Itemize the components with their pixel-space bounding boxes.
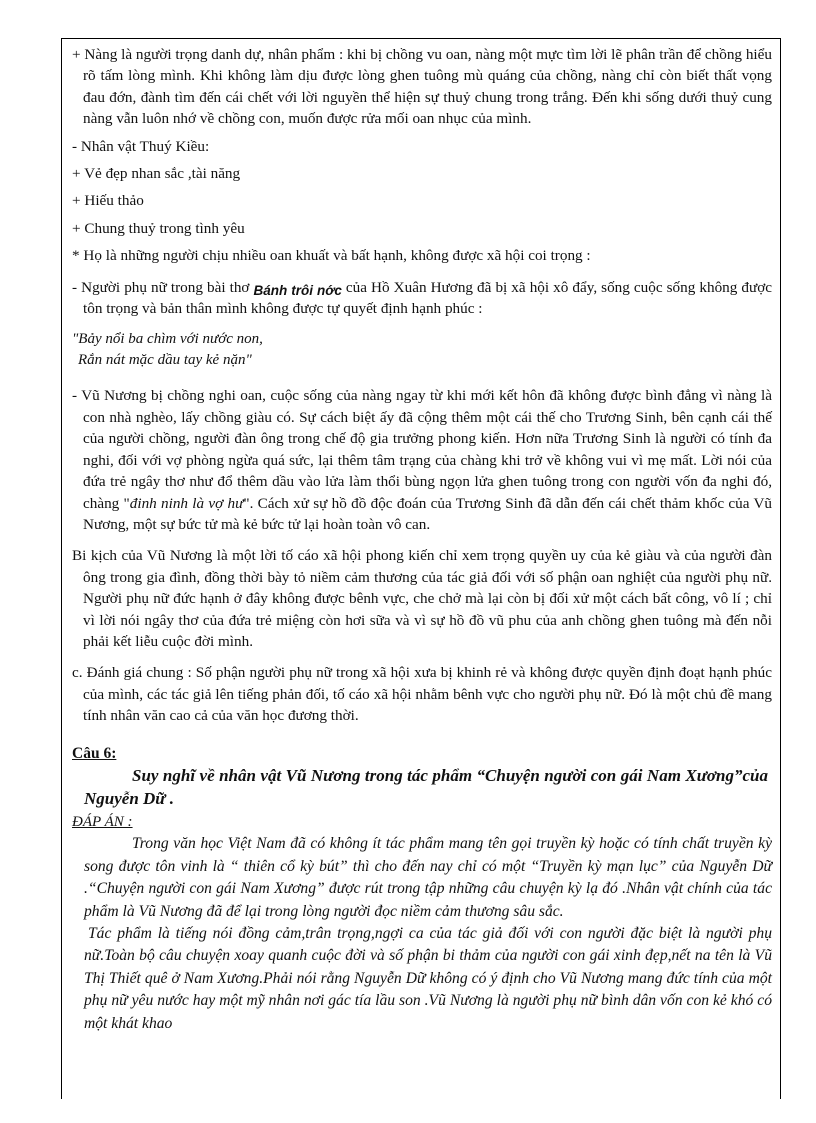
essay-paragraph-2: Tác phẩm là tiếng nói đồng cảm,trân trọng,ngợi ca của tác giả đối với con người đặc biệt là người phụ nữ.Toàn bộ câu chuyện xoay quanh cuộc đời và số phận bi thảm của người con gái xinh đẹp,nết na tên là Vũ Thị Thiết quê ở Nam Xương.Phải nói rằng Nguyễn Dữ không có ý định cho Vũ Nương mang đức tính của một phụ nữ yêu nước hay một mỹ nhân nơi gác tía lầu son .Vũ Nương là người phụ nữ bình dân vốn con kẻ khó có một khát khao <box>84 925 772 1032</box>
poem-line-1: "Bảy nổi ba chìm với nước non, <box>72 331 263 348</box>
essay-paragraph-1: Trong văn học Việt Nam đã có không ít tác phẩm mang tên gọi truyền kỳ hoặc có tính chất truyền kỳ song được tôn vinh là “ thiên cổ kỳ bút” thì cho đến nay chỉ có một “Truyền kỳ mạn lục” của Nguyễn Dữ .“Chuyện người con gái Nam Xương” được rút trong tập những câu chuyện kỳ lạ đó .Nhân vật chính của tác phẩm là Vũ Nương đã để lại trong lòng người đọc niềm cảm thương sâu sắc. <box>84 835 772 920</box>
oan-khuat-heading: * Họ là những người chịu nhiều oan khuất và bất hạnh, không được xã hội coi trọng : <box>72 247 591 265</box>
poem-quote <box>72 329 772 371</box>
poem-line-2: Rắn nát mặc dầu tay kẻ nặn" <box>78 352 252 369</box>
vu-nuong-quote: đinh ninh là vợ hư <box>129 494 244 512</box>
bullet-nhan-sac: + Vẻ đẹp nhan sắc ,tài năng <box>72 165 241 183</box>
answer-label: ĐÁP ÁN : <box>72 813 133 830</box>
vu-nuong-text-b: ". Cách xử sự hồ đồ độc đoán của Trương Sinh đã dẫn đến cái chết thảm khốc của Vũ Nương, một sự bức tử mà kẻ bức tử lại hoàn toàn vô can. <box>83 494 773 533</box>
banh-troi-text-b: của Hồ Xuân Hương đã bị xã hội xô đẩy, sống cuộc sống không được tôn trọng và bản thân mình không được tự quyết định hạnh phúc : <box>83 278 772 318</box>
vu-nuong-text-a: - Vũ Nương bị chồng nghi oan, cuộc sống của nàng ngay từ khi mới kết hôn đã không được bình đẳng vì nàng là con nhà nghèo, lấy chồng giàu có. Sự cách biệt ấy đã cộng thêm một cái thế cho Trương Sinh, bên cạnh cái thế của người chồng, người đàn ông trong chế độ gia trưởng phong kiến. Hơn nữa Trương Sinh là người có tính đa nghi, đối với vợ phòng ngừa quá sức, lại thêm tâm trạng của chàng khi trở về không vui vì mẹ mất. Lời nói của đứa trẻ ngây thơ như đổ thêm dầu vào lửa làm thổi bùng ngọn lửa ghen tuông trong con người vốn đa nghi đó, chàng " <box>72 387 772 512</box>
paragraph-danh-gia-chung: c. Đánh giá chung : Số phận người phụ nữ trong xã hội xưa bị khinh rẻ và không được quyền định đoạt hạnh phúc của mình, các tác giả lên tiếng phản đối, tố cáo xã hội nhằm bênh vực cho người phụ nữ. Đó là một chủ đề mang tính nhân văn cao cả của văn học đương thời. <box>72 664 772 725</box>
banh-troi-text-a: - Người phụ nữ trong bài thơ <box>72 278 254 296</box>
paragraph-bi-kich: Bi kịch của Vũ Nương là một lời tố cáo xã hội phong kiến chỉ xem trọng quyền uy của kẻ giàu và của người đàn ông trong gia đình, đồng thời bày tỏ niềm cảm thương của tác giả đối với số phận oan nghiệt của người phụ nữ. Người phụ nữ đức hạnh ở đây không được bênh vực, che chở mà lại còn bị đối xử một cách bất công, vô lí ; chỉ vì lời nói ngây thơ của đứa trẻ miệng còn hơi sữa và vì sự hồ đồ vũ phu của anh chồng ghen tuông mà đến nỗi phải kết liễu cuộc đời mình. <box>72 547 772 650</box>
answer-essay <box>72 833 772 1035</box>
bullet-hieu-thao: + Hiếu thảo <box>72 192 144 210</box>
poem-title: Bánh trôi nớc <box>253 282 342 298</box>
question-label: Câu 6: <box>72 744 117 762</box>
document-body <box>72 44 772 1035</box>
paragraph-vu-nuong-nghi-oan <box>72 385 772 535</box>
paragraph-danh-du: + Nàng là người trọng danh dự, nhân phẩm : khi bị chồng vu oan, nàng một mực tìm lời lẽ phân trần để chồng hiểu rõ tấm lòng mình. Khi không làm dịu được lòng ghen tuông mù quáng của chồng, nàng chỉ còn biết thất vọng đau đớn, đành tìm đến cái chết với lời nguyền thể hiện sự thuỷ chung trong trắng. Đến khi sống dưới thuỷ cung nàng vẫn luôn nhớ về chồng con, muốn được rửa mối oan nhục của mình. <box>72 46 772 128</box>
bullet-chung-thuy: + Chung thuỷ trong tình yêu <box>72 219 245 237</box>
paragraph-banh-troi-nuoc <box>72 277 772 320</box>
thuy-kieu-heading: - Nhân vật Thuý Kiều: <box>72 137 210 155</box>
question-title: Suy nghĩ về nhân vật Vũ Nương trong tác phẩm “Chuyện người con gái Nam Xương”của Nguyễn Dữ . <box>84 765 768 808</box>
